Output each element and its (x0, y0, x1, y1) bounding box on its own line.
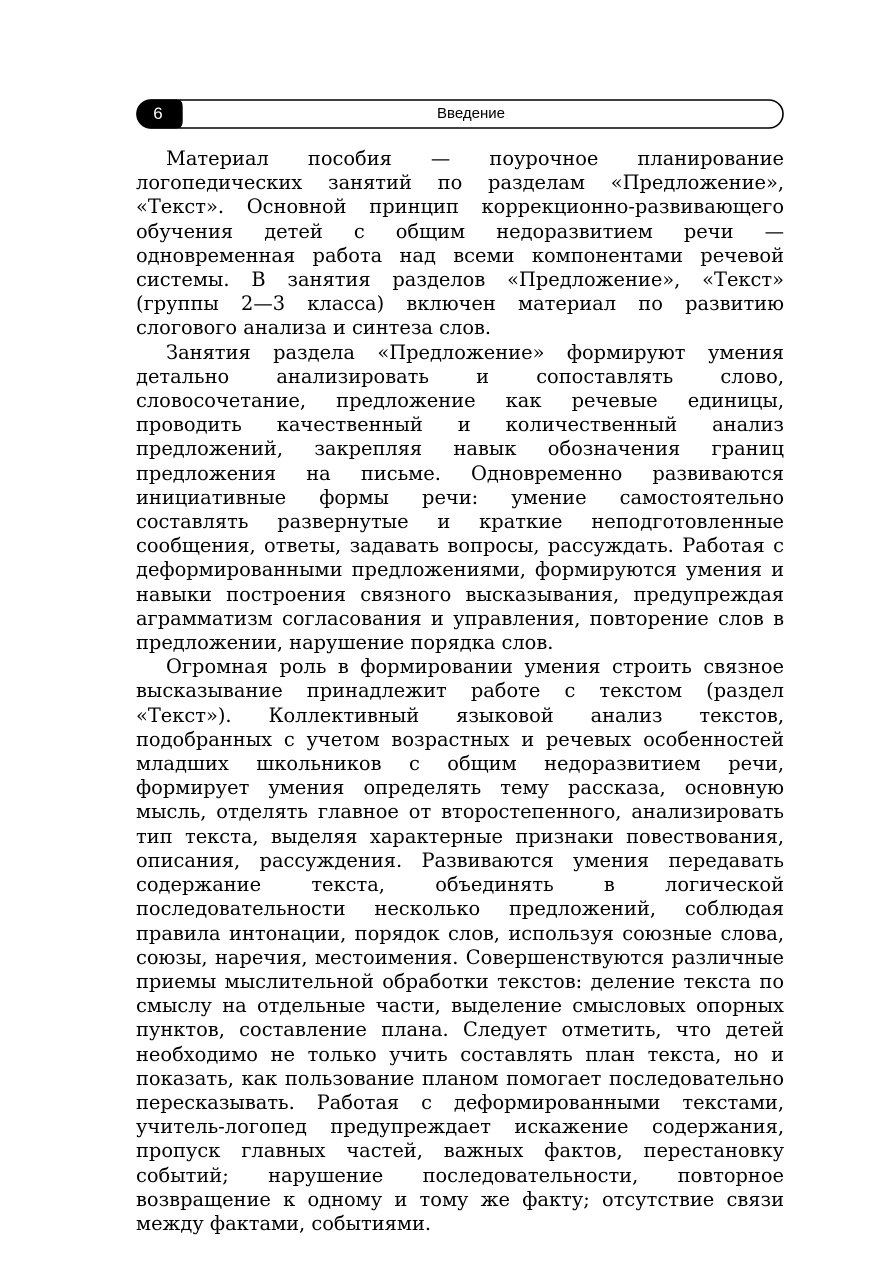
paragraph-3: Огромная роль в формировании умения строить связное высказывание принадлежит работе с текстом (раздел «Текст»). Коллективный языковой анализ текстов, подобранных с учетом возрастных и речевых особенностей младших школьников с общим недоразвитием речи, формирует умения определять тему рассказа, основную мысль, отделять главное от второстепенного, анализировать тип текста, выделяя характерные признаки повествования, описания, рассуждения. Развиваются умения передавать содержание текста, объединять в логической последовательности несколько предложений, соблюдая правила интонации, порядок слов, используя союзные слова, союзы, наречия, местоимения. Совершенствуются различные приемы мыслительной обработки текстов: деление текста по смыслу на отдельные части, выделение смысловых опорных пунктов, составление плана. Следует отметить, что детей необходимо не только учить составлять план текста, но и показать, как пользование планом помогает последовательно пересказывать. Работая с деформированными текстами, учитель-логопед предупреждает искажение содержания, пропуск главных частей, важных фактов, перестановку событий; нарушение последовательности, повторное возвращение к одному и тому же факту; отсутствие связи между фактами, событиями. (136, 655, 784, 1235)
paragraph-2: Занятия раздела «Предложение» формируют умения детально анализировать и сопоставлять слово, словосочетание, предложение как речевые единицы, проводить качественный и количественный анализ предложений, закрепляя навык обозначения границ предложения на письме. Одновременно развиваются инициативные формы речи: умение самостоятельно составлять развернутые и краткие неподготовленные сообщения, ответы, задавать вопросы, рассуждать. Работая с деформированными предложениями, формируются умения и навыки построения связного высказывания, предупреждая аграмматизм согласования и управления, повторение слов в предложении, нарушение порядка слов. (136, 340, 784, 655)
running-title: Введение (437, 105, 505, 122)
running-header (136, 99, 784, 129)
body-text (136, 147, 784, 1236)
paragraph-1: Материал пособия — поурочное планирование логопедических занятий по разделам «Предложение», «Текст». Основной принцип коррекционно-развивающего обучения детей с общим недоразвитием речи — одновременная работа над всеми компонентами речевой системы. В занятия разделов «Предложение», «Текст» (группы 2—3 класса) включен материал по развитию слогового анализа и синтеза слов. (136, 147, 784, 340)
page-number: 6 (153, 104, 163, 123)
